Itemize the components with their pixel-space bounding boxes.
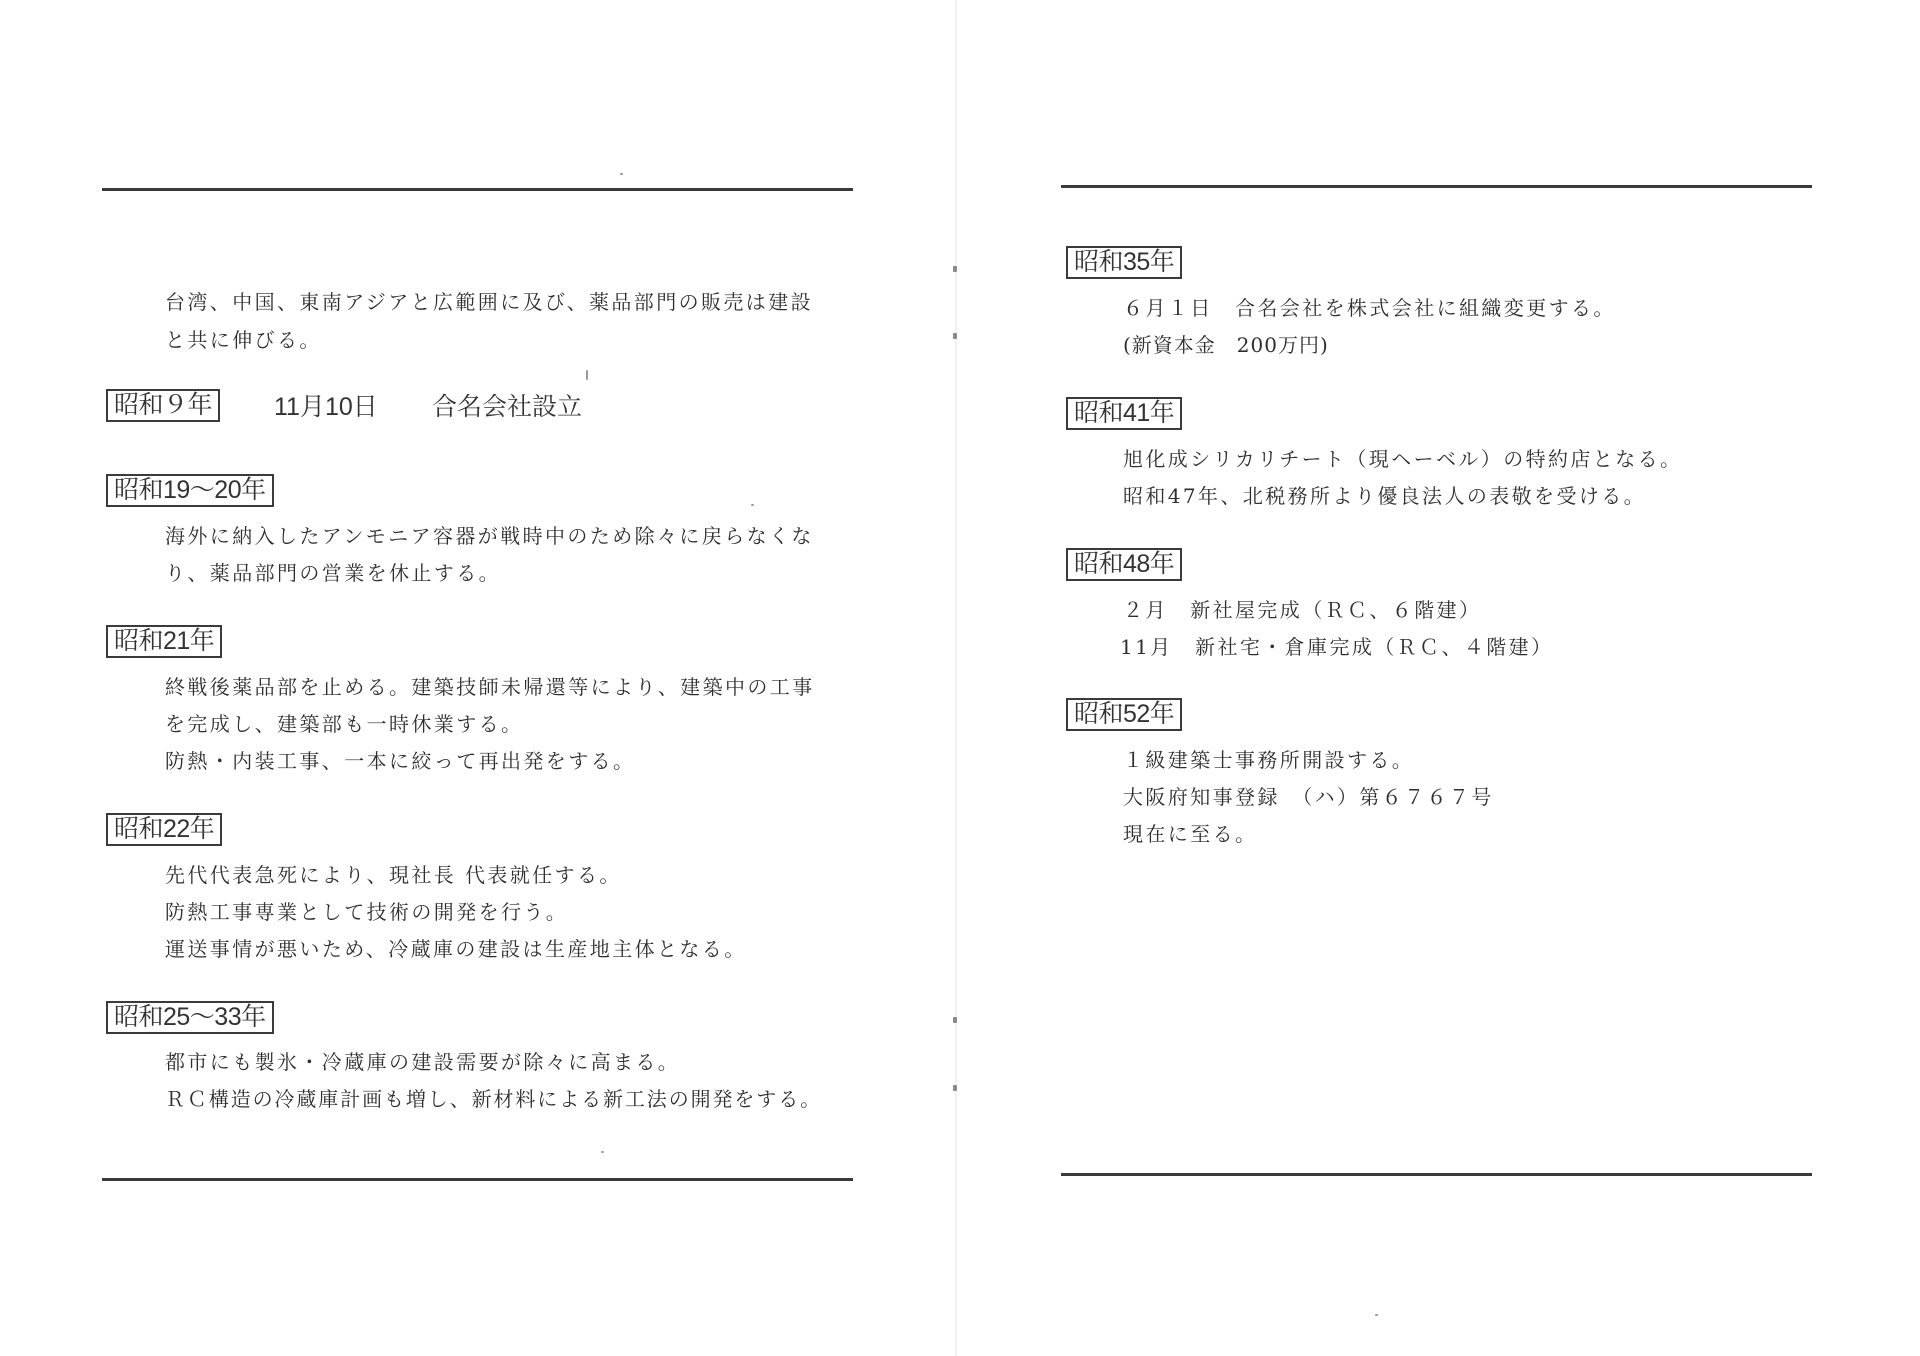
history-line: 現在に至る。 — [1123, 822, 1258, 846]
founding-event: 合名会社設立 — [432, 393, 583, 421]
history-line: 防熱・内装工事、一本に絞って再出発をする。 — [165, 749, 636, 773]
spine-mark — [953, 266, 957, 272]
scan-speck — [620, 173, 623, 175]
history-line: 防熱工事専業として技術の開発を行う。 — [165, 900, 569, 924]
bottom-rule-right — [1061, 1173, 1812, 1176]
scan-speck — [751, 504, 754, 506]
scan-speck — [1375, 1314, 1378, 1316]
history-line: を完成し、建築部も一時休業する。 — [165, 712, 524, 736]
spine-mark — [953, 1017, 957, 1023]
history-line: 終戦後薬品部を止める。建築技師未帰還等により、建築中の工事 — [165, 675, 815, 699]
top-rule-left — [102, 188, 853, 191]
history-line: 海外に納入したアンモニア容器が戦時中のため除々に戻らなくな — [165, 524, 814, 548]
spine-mark — [953, 333, 957, 339]
history-line: 都市にも製氷・冷蔵庫の建設需要が除々に高まる。 — [165, 1050, 681, 1074]
year-label: 昭和９年 — [106, 389, 220, 422]
year-label: 昭和48年 — [1066, 548, 1182, 581]
intro-line: 台湾、中国、東南アジアと広範囲に及び、薬品部門の販売は建設 — [165, 290, 813, 314]
year-label: 昭和25～33年 — [106, 1001, 274, 1034]
year-label: 昭和19～20年 — [106, 474, 274, 507]
history-line: り、薬品部門の営業を休止する。 — [165, 561, 501, 585]
spine-mark — [953, 1085, 957, 1091]
bottom-rule-left — [102, 1178, 853, 1181]
history-line: 昭和47年、北税務所より優良法人の表敬を受ける。 — [1123, 484, 1647, 508]
history-line: 大阪府知事登録 （ハ）第６７６７号 — [1123, 785, 1494, 809]
history-line: ２月 新社屋完成（ＲＣ、６階建） — [1123, 598, 1482, 622]
history-line: １級建築士事務所開設する。 — [1123, 748, 1415, 772]
history-line: (新資本金 200万円) — [1123, 333, 1329, 357]
page-spine — [955, 0, 957, 1356]
year-label: 昭和41年 — [1066, 397, 1182, 430]
founding-date: 11月10日 — [274, 393, 378, 421]
scan-speck — [586, 370, 588, 380]
history-line: 旭化成シリカリチート（現ヘーベル）の特約店となる。 — [1123, 447, 1683, 471]
history-line: ６月１日 合名会社を株式会社に組織変更する。 — [1123, 296, 1616, 320]
scan-speck — [601, 1151, 604, 1153]
year-label: 昭和21年 — [106, 625, 222, 658]
history-line: 11月 新社宅・倉庫完成（ＲＣ、４階建） — [1120, 635, 1554, 659]
intro-line: と共に伸びる。 — [165, 328, 322, 352]
year-label: 昭和35年 — [1066, 246, 1182, 279]
top-rule-right — [1061, 185, 1812, 188]
history-line: ＲＣ構造の冷蔵庫計画も増し、新材料による新工法の開発をする。 — [165, 1087, 822, 1111]
history-line: 先代代表急死により、現社長 代表就任する。 — [165, 863, 622, 887]
year-label: 昭和22年 — [106, 813, 222, 846]
year-label: 昭和52年 — [1066, 698, 1182, 731]
history-line: 運送事情が悪いため、冷蔵庫の建設は生産地主体となる。 — [165, 937, 747, 961]
